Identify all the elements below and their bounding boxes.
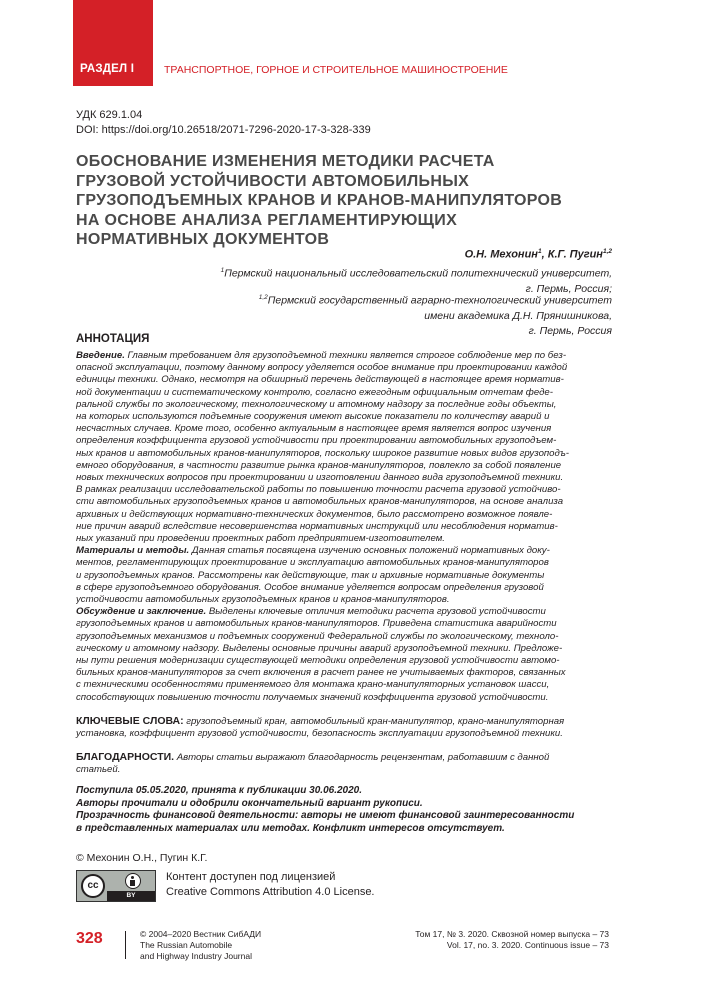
abstract-line: на которых используются подъемные сооружения имеют высокие показатели по количеству аварий и	[76, 411, 550, 423]
publication-info-line: Авторы прочитали и одобрили окончательный вариант рукописи.	[76, 797, 423, 809]
footer-divider	[125, 931, 126, 959]
abstract-line: архивных и действующих нормативно-технических документов, было рассмотрено возможное появле-	[76, 508, 553, 520]
keywords-label: КЛЮЧЕВЫЕ СЛОВА:	[76, 715, 184, 727]
title-line: НОРМАТИВНЫХ ДОКУМЕНТОВ	[76, 231, 330, 248]
acknowledgements-line: статьей.	[76, 764, 121, 776]
abstract-line: ной документации и систематическому контролю, согласно ежегодным официальным отчетам феде-	[76, 386, 553, 398]
author-name: К.Г. Пугин	[547, 248, 603, 261]
abstract-line: устойчивости автомобильных грузоподъемных кранов и кранов-манипуляторов.	[76, 594, 450, 606]
publication-info-line: Прозрачность финансовой деятельности: авторы не имеют финансовой заинтересованности	[76, 810, 575, 821]
title-line: НА ОСНОВЕ АНАЛИЗА РЕГЛАМЕНТИРУЮЩИХ	[76, 211, 458, 229]
abstract-line: опасной эксплуатации, поэтому данному вопросу уделяется особое внимание при проектировании каждой	[76, 362, 568, 374]
license-text	[166, 870, 375, 900]
journal-info	[140, 929, 261, 962]
abstract-line: единицы техники. Однако, несмотря на обширный перечень действующей в настоящее время норматив-	[76, 374, 564, 386]
affiliation-mark: 1	[220, 267, 225, 274]
keywords-text: грузоподъемный кран, автомобильный кран-манипулятор, крано-манипуляторная	[183, 716, 565, 727]
affiliation-2	[142, 290, 612, 339]
article-identifiers	[76, 108, 371, 138]
affiliation-mark: 1,2	[258, 294, 268, 301]
doi-link[interactable]: DOI: https://doi.org/10.26518/2071-7296-2020-17-3-328-339	[76, 124, 371, 136]
journal-line: © 2004–2020 Вестник СибАДИ	[140, 929, 262, 939]
abstract-text: Выделены ключевые отличия методики расчета грузовой устойчивости	[206, 606, 546, 618]
abstract-line: сти автомобильных грузоподъемных кранов и автомобильных кранов-манипуляторов, на основе анализа	[76, 496, 564, 508]
abstract-line: в сфере грузоподъемного оборудования. Особое внимание уделяется вопросам определения грузовой	[76, 581, 544, 593]
authors	[465, 248, 612, 261]
abstract-line: ние причин аварий вследствие несовершенства нормативных инструкций или несоблюдения норматив-	[76, 520, 558, 532]
section-label: РАЗДЕЛ I	[80, 63, 135, 75]
abstract-section-label: Обсуждение и заключение.	[76, 606, 207, 618]
abstract-line: ральной службы по экологическому, технологическому и атомному надзору за последние годы объекты,	[76, 398, 557, 410]
acknowledgements	[76, 751, 610, 776]
journal-line: and Highway Industry Journal	[140, 951, 252, 961]
cc-icon: cc	[81, 874, 105, 898]
title-line: ГРУЗОПОДЪЕМНЫХ КРАНОВ И КРАНОВ-МАНИПУЛЯТОРОВ	[76, 192, 563, 209]
abstract-text: Данная статья посвящена изучению основных положений нормативных доку-	[189, 545, 550, 557]
license-line: Контент доступен под лицензией	[166, 871, 336, 883]
title-line: ОБОСНОВАНИЕ ИЗМЕНЕНИЯ МЕТОДИКИ РАСЧЕТА	[76, 153, 495, 170]
by-label: BY	[107, 891, 155, 901]
abstract-text: Главным требованием для грузоподъемной техники является строгое соблюдение мер по без-	[124, 350, 567, 361]
abstract-line: новых технических вопросов при проектировании и изготовлении данного вида грузоподъемной техники.	[76, 472, 564, 484]
abstract-line: грузоподъемных механизмов и подъемных сооружений Федеральной службы по экологическому, техноло-	[76, 630, 559, 642]
abstract-line: В рамках реализации исследовательской работы по повышению точности расчета грузовой устойчиво-	[76, 484, 561, 496]
author-separator: ,	[541, 248, 548, 261]
acknowledgements-text: Авторы статьи выражают благодарность рецензентам, работавшим с данной	[174, 752, 550, 763]
author-name: О.Н. Мехонин	[464, 248, 538, 261]
abstract-line: ных указаний при проведении проектных работ предприятием-изготовителем.	[76, 533, 445, 545]
abstract-heading: АННОТАЦИЯ	[76, 333, 150, 345]
publication-info	[76, 785, 610, 835]
affiliation-text: Пермский государственный аграрно-технологический университет	[267, 294, 612, 307]
abstract-line: определения коэффициента грузовой устойчивости при проектировании автомобильных грузоподъем-	[76, 435, 557, 447]
publication-info-line: Поступила 05.05.2020, принята к публикации 30.06.2020.	[76, 785, 362, 796]
keywords-line	[76, 715, 610, 728]
publication-info-line: в представленных материалах или методах. Конфликт интересов отсутствует.	[76, 822, 505, 834]
abstract-line	[76, 350, 610, 362]
affiliation-line: г. Пермь, Россия	[528, 324, 612, 337]
license-link[interactable]: Creative Commons Attribution 4.0 License.	[166, 886, 375, 898]
abstract-line: ментов, регламентирующих проектирование и эксплуатацию автомобильных кранов-манипуляторов	[76, 557, 549, 569]
abstract-line: ных кранов и автомобильных кранов-манипуляторов, поскольку широкое развитие новых видов грузоподъ-	[76, 447, 569, 459]
abstract-line: способствующих повышению точности получаемых значений коэффициента грузовой устойчивости.	[76, 691, 549, 703]
keywords-line: установка, коэффициент грузовой устойчивости, безопасность эксплуатации грузоподъемной техники.	[76, 728, 563, 740]
abstract-section-label: Введение.	[76, 350, 125, 361]
section-title: ТРАНСПОРТНОЕ, ГОРНОЕ И СТРОИТЕЛЬНОЕ МАШИНОСТРОЕНИЕ	[164, 64, 508, 76]
affiliation-line: имени академика Д.Н. Прянишникова,	[424, 309, 612, 322]
abstract-line: бильных кранов-манипуляторов за счет включения в расчет ранее не учитываемых факторов, связанных	[76, 667, 566, 679]
copyright-notice: © Мехонин О.Н., Пугин К.Г.	[76, 852, 208, 864]
abstract-section-label: Материалы и методы.	[76, 545, 190, 557]
affiliation-line: г. Пермь, Россия;	[525, 282, 612, 295]
issue-line: Том 17, № 3. 2020. Сквозной номер выпуска – 73	[415, 929, 609, 939]
acknowledgements-line	[76, 751, 610, 764]
page-number: 328	[76, 930, 103, 947]
abstract-line: емного оборудования, в частности развитие рынка кранов-манипуляторов, повлекло за собой появление	[76, 459, 562, 471]
author-affil-mark: 1	[537, 248, 542, 255]
author-affil-mark: 1,2	[602, 248, 612, 255]
abstract-line	[76, 606, 610, 618]
abstract-line: грузоподъемных кранов и автомобильных кранов-манипуляторов. Приведена статистика аварийности	[76, 618, 557, 630]
affiliation-line	[142, 263, 612, 282]
abstract-body	[76, 350, 610, 704]
keywords	[76, 715, 610, 740]
title-line: ГРУЗОВОЙ УСТОЙЧИВОСТИ АВТОМОБИЛЬНЫХ	[76, 172, 470, 190]
article-title	[76, 152, 616, 250]
attribution-person-icon	[125, 873, 141, 889]
abstract-line	[76, 545, 610, 557]
abstract-line: гическому и атомному надзору. Выделены основные причины аварий грузоподъемной техники. Предложе-	[76, 642, 563, 654]
acknowledgements-label: БЛАГОДАРНОСТИ.	[76, 751, 175, 763]
cc-by-license-badge[interactable]	[76, 870, 156, 902]
abstract-line: с техническими особенностями применяемого для монтажа крано-манипуляторных установок шасси,	[76, 679, 550, 691]
issue-line: Vol. 17, no. 3. 2020. Continuous issue – 73	[446, 940, 609, 950]
abstract-line: несчастных случаев. Кроме того, особенно актуальным в настоящее время является вопрос изучения	[76, 423, 552, 435]
affiliation-line	[142, 290, 612, 309]
journal-line: The Russian Automobile	[140, 940, 233, 950]
affiliation-text: Пермский национальный исследовательский политехнический университет,	[224, 267, 612, 280]
issue-info	[415, 929, 609, 951]
abstract-line: ны пути решения модернизации существующей методики определения грузовой устойчивости автомо-	[76, 655, 560, 667]
udk-code: УДК 629.1.04	[76, 109, 143, 121]
abstract-line: и грузоподъемных кранов. Рассмотрены как действующие, так и архивные нормативные документы	[76, 569, 545, 581]
